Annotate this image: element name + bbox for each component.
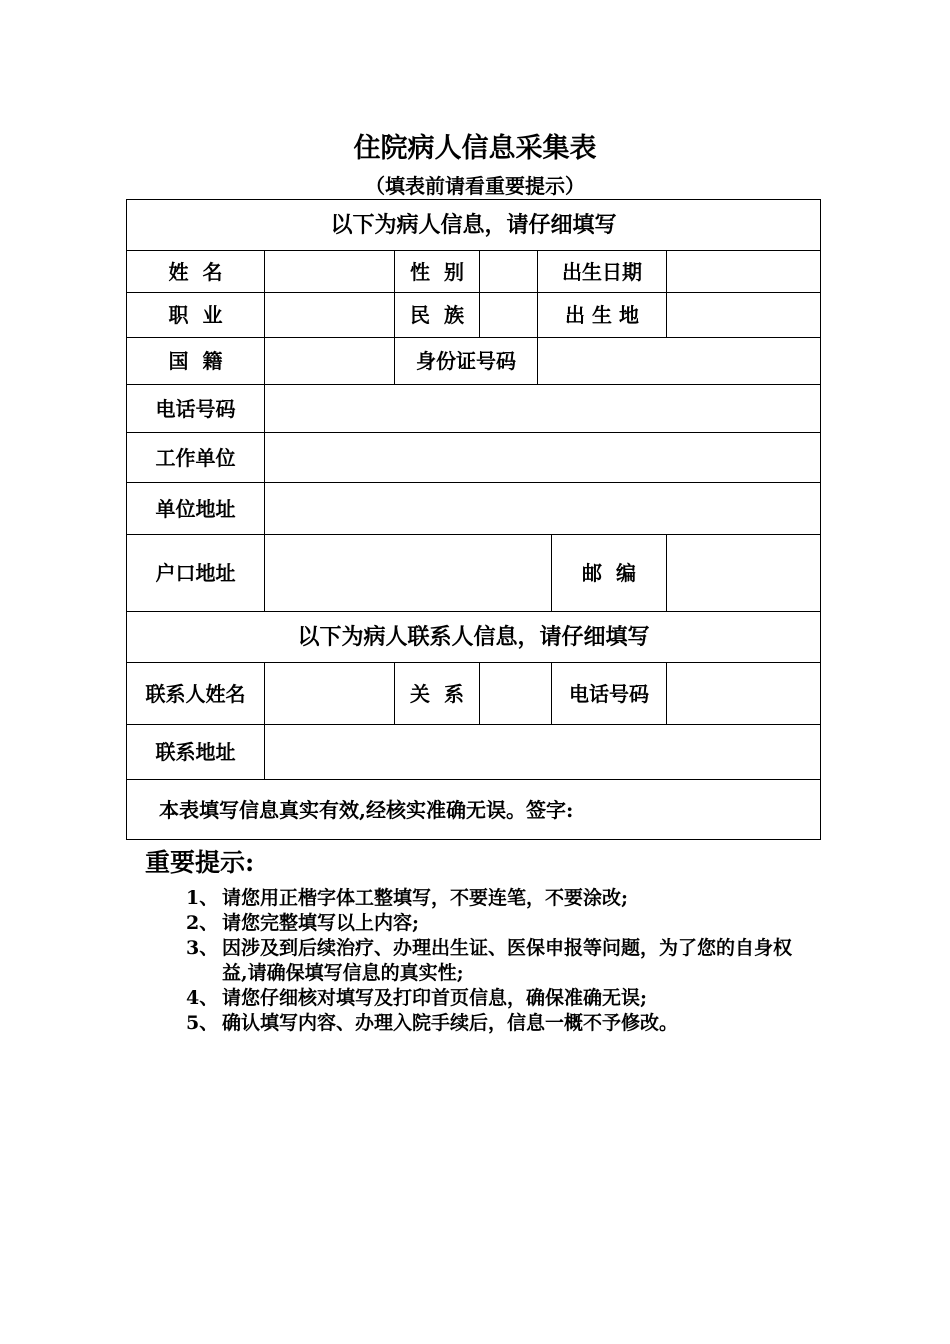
id-number-field[interactable] (538, 338, 821, 385)
birthplace-field[interactable] (667, 293, 821, 338)
notes-heading: 重要提示: (145, 848, 255, 877)
nationality-field[interactable] (265, 338, 395, 385)
phone-label: 电话号码 (127, 385, 265, 433)
work-unit-label: 工作单位 (127, 433, 265, 483)
note-text: 请您仔细核对填写及打印首页信息，确保准确无误; (222, 987, 648, 1009)
household-address-field[interactable] (265, 535, 552, 612)
ethnicity-field[interactable] (480, 293, 538, 338)
gender-field[interactable] (480, 251, 538, 293)
note-text: 请您用正楷字体工整填写，不要连笔，不要涂改; (222, 887, 629, 909)
id-number-label: 身份证号码 (395, 338, 538, 385)
contact-phone-label: 电话号码 (552, 663, 667, 725)
list-item (186, 1011, 816, 1036)
declaration-signature[interactable]: 本表填写信息真实有效,经核实准确无误。签字: (127, 780, 821, 840)
note-number: 5、 (186, 1012, 219, 1034)
patient-section-header: 以下为病人信息，请仔细填写 (127, 200, 821, 251)
birth-date-field[interactable] (667, 251, 821, 293)
list-item (186, 986, 816, 1011)
nationality-label: 国 籍 (127, 338, 265, 385)
note-text: 请您完整填写以上内容; (222, 912, 420, 934)
page-subtitle: （填表前请看重要提示） (365, 174, 585, 198)
birth-date-label: 出生日期 (538, 251, 667, 293)
page-title: 住院病人信息采集表 (353, 133, 597, 164)
relation-label: 关 系 (395, 663, 480, 725)
note-number: 2、 (186, 912, 219, 934)
list-item (186, 886, 816, 911)
contact-address-label: 联系地址 (127, 725, 265, 780)
unit-address-label: 单位地址 (127, 483, 265, 535)
note-number: 1、 (186, 887, 219, 909)
note-number: 3、 (186, 937, 219, 959)
note-text: 确认填写内容、办理入院手续后，信息一概不予修改。 (222, 1012, 679, 1034)
notes-list (186, 886, 816, 1036)
note-number: 4、 (186, 987, 219, 1009)
postcode-label: 邮 编 (552, 535, 667, 612)
list-item (186, 911, 816, 936)
work-unit-field[interactable] (265, 433, 821, 483)
occupation-label: 职 业 (127, 293, 265, 338)
household-address-label: 户口地址 (127, 535, 265, 612)
patient-info-form (126, 199, 821, 840)
gender-label: 性 别 (395, 251, 480, 293)
contact-address-field[interactable] (265, 725, 821, 780)
contact-name-field[interactable] (265, 663, 395, 725)
contact-section-header: 以下为病人联系人信息，请仔细填写 (127, 612, 821, 663)
note-text: 因涉及到后续治疗、办理出生证、医保申报等问题，为了您的自身权益,请确保填写信息的真实性; (222, 937, 793, 984)
contact-name-label: 联系人姓名 (127, 663, 265, 725)
name-field[interactable] (265, 251, 395, 293)
unit-address-field[interactable] (265, 483, 821, 535)
relation-field[interactable] (480, 663, 552, 725)
birthplace-label: 出 生 地 (538, 293, 667, 338)
postcode-field[interactable] (667, 535, 821, 612)
phone-field[interactable] (265, 385, 821, 433)
list-item (186, 936, 816, 986)
contact-phone-field[interactable] (667, 663, 821, 725)
occupation-field[interactable] (265, 293, 395, 338)
ethnicity-label: 民 族 (395, 293, 480, 338)
name-label: 姓 名 (127, 251, 265, 293)
